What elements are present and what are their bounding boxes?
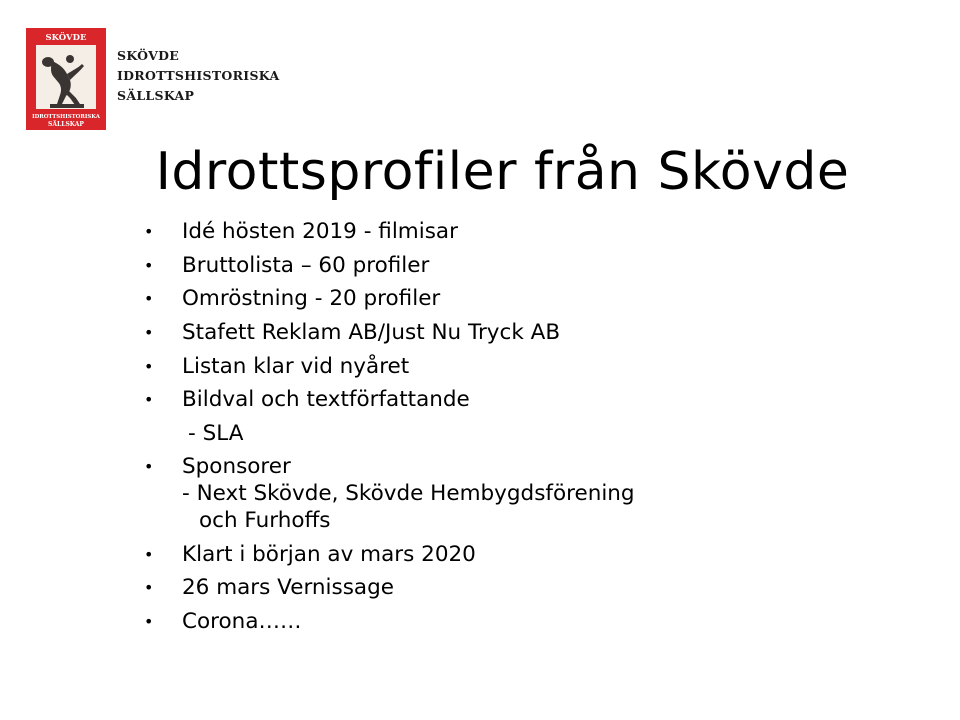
list-item-text: Corona…… bbox=[182, 609, 302, 634]
badge-top-text: SKÖVDE bbox=[45, 33, 87, 43]
organization-name-line: IDROTTSHISTORISKA bbox=[117, 68, 280, 83]
bullet-icon: • bbox=[144, 323, 154, 342]
list-item-text: Listan klar vid nyåret bbox=[182, 354, 410, 379]
bullet-icon: • bbox=[144, 357, 154, 376]
bullet-icon: • bbox=[144, 578, 154, 597]
list-item-text: Omröstning - 20 profiler bbox=[182, 286, 441, 311]
list-item-text: Bruttolista – 60 profiler bbox=[182, 253, 430, 278]
list-item-text: och Furhoffs bbox=[199, 508, 331, 533]
bullet-icon: • bbox=[144, 256, 154, 275]
list-item-text: Idé hösten 2019 - filmisar bbox=[182, 219, 458, 244]
list-item-text: Sponsorer bbox=[182, 454, 291, 479]
bullet-icon: • bbox=[144, 457, 154, 476]
bullet-icon: • bbox=[144, 390, 154, 409]
badge-bottom-text-2: SÄLLSKAP bbox=[48, 121, 84, 128]
bullet-icon: • bbox=[144, 289, 154, 308]
bullet-icon: • bbox=[144, 222, 154, 241]
list-item-text: Bildval och textförfattande bbox=[182, 387, 470, 412]
bullet-icon: • bbox=[144, 545, 154, 564]
list-item-text: Stafett Reklam AB/Just Nu Tryck AB bbox=[182, 320, 561, 345]
list-item-text: 26 mars Vernissage bbox=[182, 575, 394, 600]
bullet-icon: • bbox=[144, 612, 154, 631]
slide-title: Idrottsprofiler från Skövde bbox=[155, 142, 850, 202]
badge-bottom-text-1: IDROTTSHISTORISKA bbox=[32, 114, 100, 120]
organization-name-line: SKÖVDE bbox=[117, 48, 180, 63]
list-item-text: Klart i början av mars 2020 bbox=[182, 542, 476, 567]
list-item-text: - SLA bbox=[188, 421, 244, 446]
list-item-text: - Next Skövde, Skövde Hembygdsförening bbox=[182, 481, 635, 506]
organization-name-line: SÄLLSKAP bbox=[117, 88, 195, 103]
